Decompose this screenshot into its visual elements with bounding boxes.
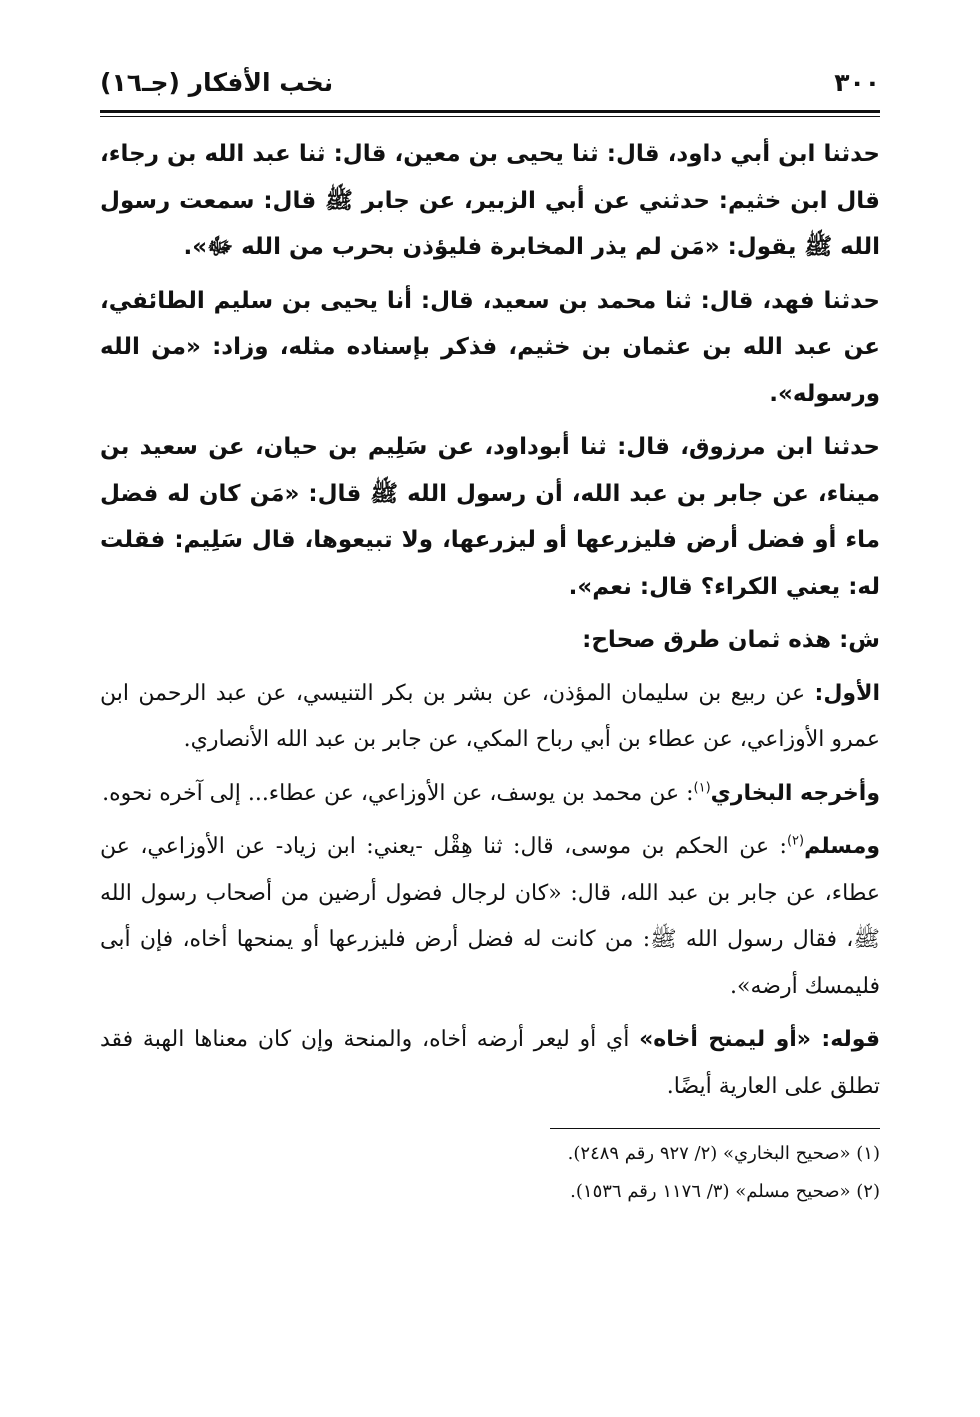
document-page bbox=[100, 60, 880, 1390]
commentary-lead: قوله: «أو ليمنح أخاه» bbox=[639, 1027, 880, 1052]
commentary-lead: الأول: bbox=[814, 680, 880, 706]
commentary-paragraph-1 bbox=[100, 671, 880, 764]
footnote-ref-2[interactable]: (٢) bbox=[786, 833, 805, 849]
commentary-paragraph-4 bbox=[100, 1017, 880, 1110]
commentary-paragraph-2 bbox=[100, 771, 880, 818]
commentary-lead: وأخرجه البخاري bbox=[710, 780, 880, 806]
commentary-text: عن ربيع بن سليمان المؤذن، عن بشر بن بكر التنيسي، عن عبد الرحمن ابن عمرو الأوزاعي، عن عطاء بن أبي رباح المكي، عن جابر بن عبد الله الأنصاري. bbox=[100, 680, 880, 752]
hadith-paragraph-2: حدثنا فهد، قال: ثنا محمد بن سعيد، قال: أنا يحيى بن سليم الطائفي، عن عبد الله بن عثمان بن خثيم، فذكر بإسناده مثله، وزاد: «من الله ورسوله». bbox=[100, 287, 880, 407]
header-rule bbox=[100, 110, 880, 113]
footnote-1: (١) «صحيح البخاري» (٢/ ٩٢٧ رقم ٢٤٨٩). bbox=[567, 1143, 880, 1164]
commentary-heading: ش: هذه ثمان طرق صحاح: bbox=[582, 627, 880, 653]
page-header bbox=[100, 60, 880, 104]
footnote-separator bbox=[550, 1128, 880, 1129]
footnote-ref-1[interactable]: (١) bbox=[693, 780, 711, 796]
footnote-2: (٢) «صحيح مسلم» (٣/ ١١٧٦ رقم ١٥٣٦). bbox=[570, 1181, 880, 1202]
body-text bbox=[100, 131, 880, 1110]
hadith-paragraph-1: حدثنا ابن أبي داود، قال: ثنا يحيى بن معين، قال: ثنا عبد الله بن رجاء، قال ابن خثيم: حدثني عن أبي الزبير، عن جابر ﷺ قال: سمعت رسول الله ﷺ يقول: «مَن لم يذر المخابرة فليؤذن بحرب من الله ﷻ». bbox=[100, 141, 880, 260]
hadith-paragraph-3: حدثنا ابن مرزوق، قال: ثنا أبوداود، عن سَلِيم بن حيان، عن سعيد بن ميناء، عن جابر بن عبد الله، أن رسول الله ﷺ قال: «مَن كان له فضل ماء أو فضل أرض فليزرعها أو ليزرعها، ولا تبيعوها، قال سَلِيم: فقلت له: يعني الكراء؟ قال: نعم». bbox=[100, 434, 880, 600]
commentary-lead: ومسلم bbox=[804, 834, 880, 859]
commentary-text: : عن الحكم بن موسى، قال: ثنا هِقْل -يعني: ابن زياد- عن الأوزاعي، عن عطاء، عن جابر بن عبد الله، قال: «كان لرجال فضول أرضين من أصحاب رسول الله ﷺ، فقال رسول الله ﷺ: من كانت له فضل أرض فليزرعها أو يمنحها أخاه، فإن أبى فليمسك أرضه». bbox=[100, 834, 880, 999]
running-title: نخب الأفكار (جـ١٦) bbox=[100, 67, 334, 97]
commentary-text: أي أو ليعر أرضه أخاه، والمنحة وإن كان معناها الهبة فقد تطلق على العارية أيضًا. bbox=[100, 1027, 880, 1099]
header-rule-thin bbox=[100, 116, 880, 117]
commentary-paragraph-3 bbox=[100, 824, 880, 1010]
page-number: ٣٠٠ bbox=[834, 67, 880, 97]
commentary-text: : عن محمد بن يوسف، عن الأوزاعي، عن عطاء... إلى آخره نحوه. bbox=[102, 780, 694, 806]
